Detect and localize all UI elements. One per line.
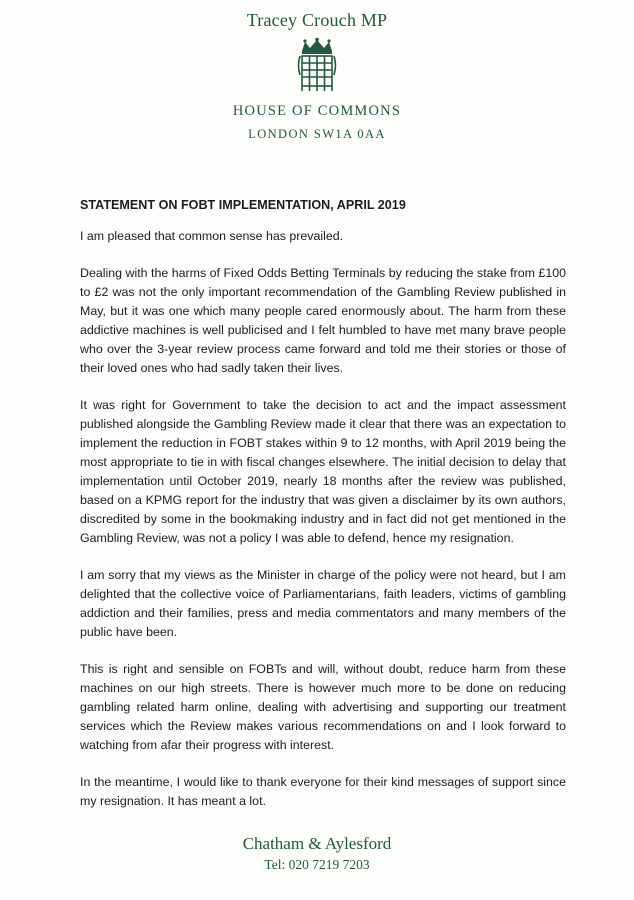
paragraph: In the meantime, I would like to thank everyone for their kind messages of support since my resignation. It has meant a lot. xyxy=(80,775,566,808)
house-name: HOUSE OF COMMONS xyxy=(232,103,402,119)
telephone-number: Tel: 020 7219 7203 xyxy=(264,857,370,872)
letter-footer xyxy=(0,834,634,873)
mp-name: Tracey Crouch MP xyxy=(246,10,388,30)
constituency-name: Chatham & Aylesford xyxy=(242,834,392,853)
statement-title: STATEMENT ON FOBT IMPLEMENTATION, APRIL 2019 xyxy=(80,198,406,212)
portcullis-icon xyxy=(294,37,340,93)
paragraph: Dealing with the harms of Fixed Odds Betting Terminals by reducing the stake from £100 to £2 was not the only important recommendation of the Gambling Review published in May, but it was one which many people cared enormously about. The harm from these addictive machines is well publicised and I felt humbled to have met many brave people who over the 3-year review process came forward and told me their stories or those of their loved ones who had sadly taken their lives. xyxy=(80,266,566,375)
house-address: LONDON SW1A 0AA xyxy=(248,127,386,141)
paragraph: I am pleased that common sense has prevailed. xyxy=(80,229,344,243)
paragraph: This is right and sensible on FOBTs and will, without doubt, reduce harm from these machines on our high streets. There is however much more to be done on reducing gambling related harm online, dealing with advertising and supporting our treatment services which the Review makes various recommendations on and I look forward to watching from afar their progress with interest. xyxy=(80,662,566,752)
paragraph: I am sorry that my views as the Minister in charge of the policy were not heard, but I am delighted that the collective voice of Parliamentarians, faith leaders, victims of gambling addiction and their families, press and media commentators and many members of the public have been. xyxy=(80,568,566,639)
statement-body xyxy=(80,196,566,829)
paragraph: It was right for Government to take the decision to act and the impact assessment published alongside the Gambling Review made it clear that there was an expectation to implement the reduction in FOBT stakes within 9 to 12 months, with April 2019 being the most appropriate to tie in with fiscal changes elsewhere. The initial decision to delay that implementation until October 2019, nearly 18 months after the review was published, based on a KPMG report for the industry that was given a disclaimer by its own authors, discredited by some in the bookmaking industry and in fact did not get mentioned in the Gambling Review, was not a policy I was able to defend, hence my resignation. xyxy=(80,398,566,545)
letterhead xyxy=(0,6,634,142)
